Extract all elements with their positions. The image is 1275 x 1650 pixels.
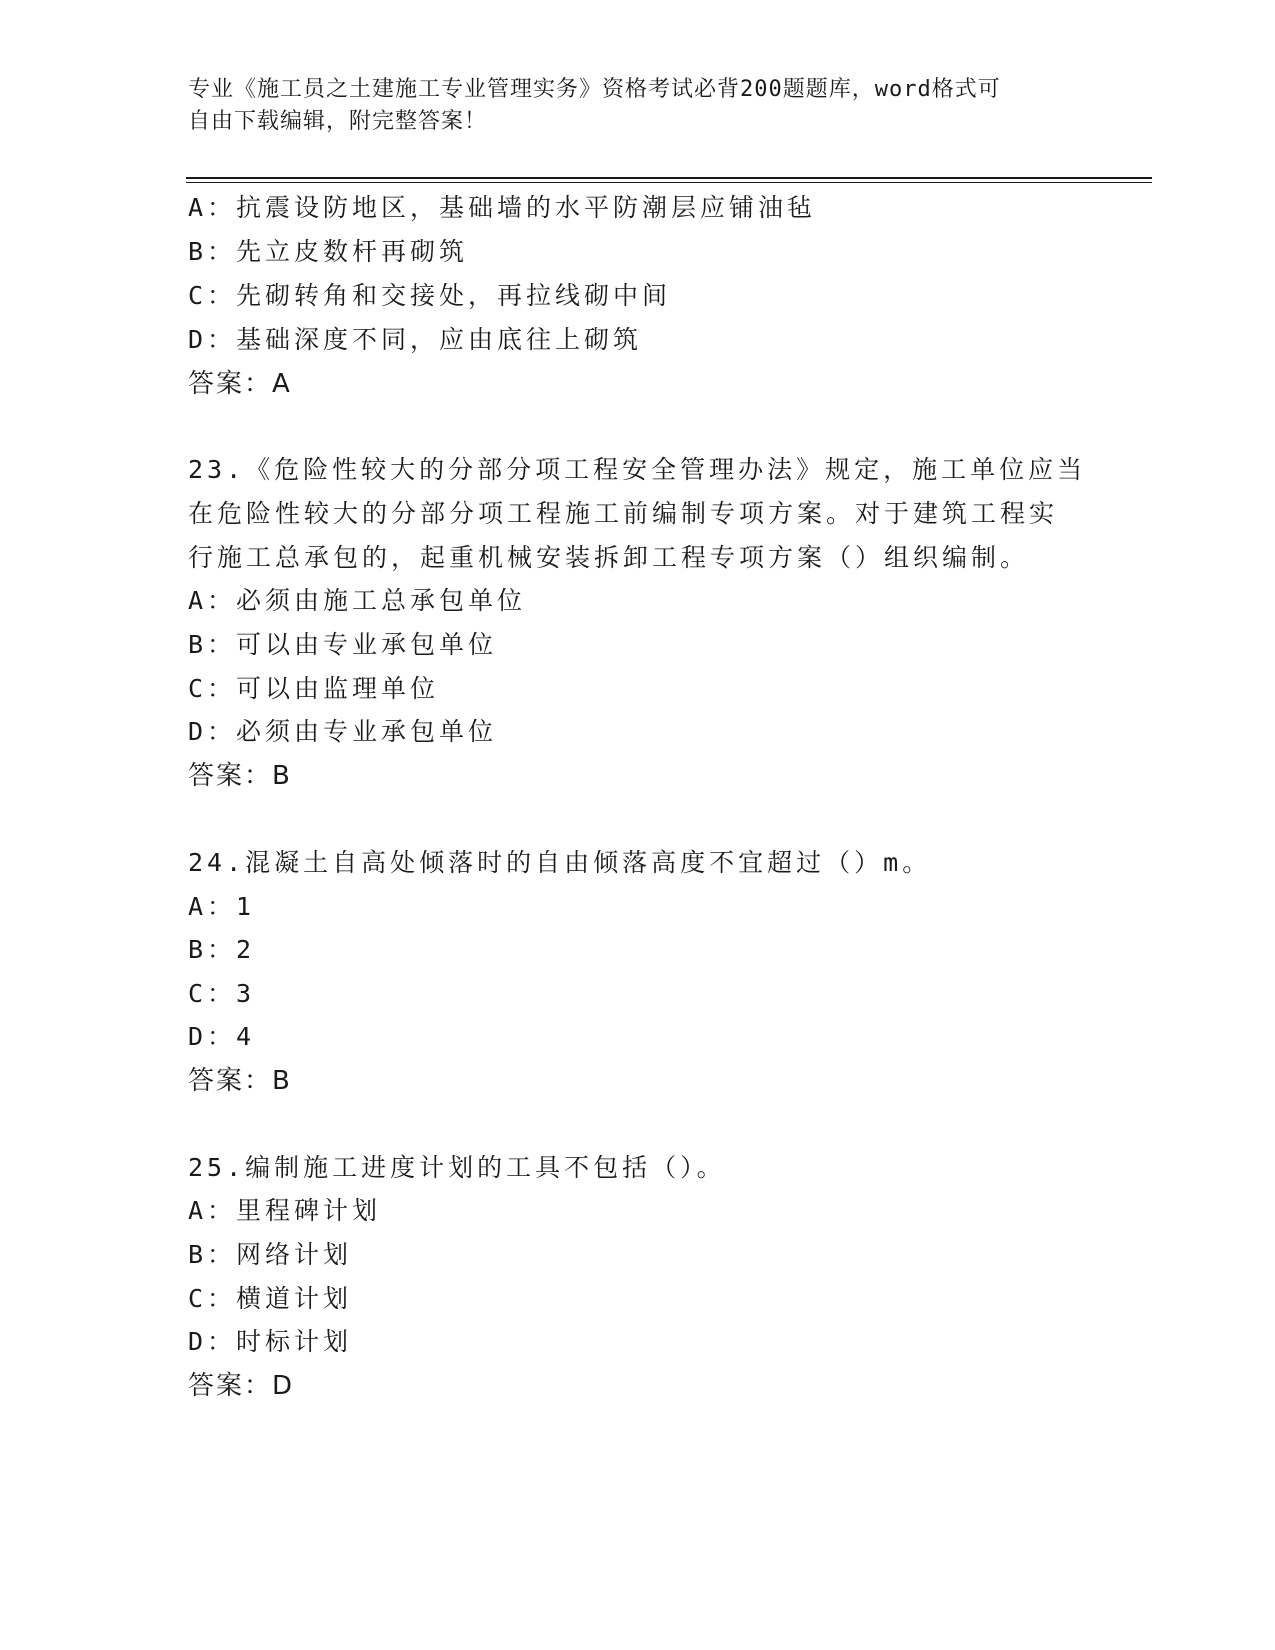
q23-stem-line-2: 在危险性较大的分部分项工程施工前编制专项方案。对于建筑工程实 (188, 499, 1059, 528)
q25-option-d: D：时标计划 (188, 1327, 353, 1356)
q23-option-a: A：必须由施工总承包单位 (188, 586, 527, 615)
q23-option-d: D：必须由专业承包单位 (188, 717, 498, 746)
q22-answer: 答案：A (188, 369, 292, 399)
header-rule-thin (186, 182, 1152, 183)
document-header (188, 74, 1088, 138)
q24-option-b: B：2 (188, 935, 256, 964)
q23-stem-line-1: 23.《危险性较大的分部分项工程安全管理办法》规定，施工单位应当 (188, 455, 1087, 484)
q22-option-c: C：先砌转角和交接处，再拉线砌中间 (188, 281, 672, 310)
q22-option-b: B：先立皮数杆再砌筑 (188, 237, 469, 266)
q24-answer: 答案：B (188, 1066, 292, 1096)
q25-option-b: B：网络计划 (188, 1240, 353, 1269)
q25-answer: 答案：D (188, 1371, 295, 1401)
q22-option-d: D：基础深度不同，应由底往上砌筑 (188, 325, 643, 354)
header-rule-thick (186, 177, 1152, 179)
q24-option-c: C：3 (188, 979, 256, 1008)
q23-answer: 答案：B (188, 761, 292, 791)
header-line-2: 自由下载编辑，附完整答案！ (188, 109, 488, 134)
q23-option-b: B：可以由专业承包单位 (188, 630, 498, 659)
q23-stem-line-3: 行施工总承包的，起重机械安装拆卸工程专项方案（）组织编制。 (188, 543, 1030, 572)
q24-stem: 24.混凝土自高处倾落时的自由倾落高度不宜超过（）m。 (188, 848, 932, 877)
header-line-1: 专业《施工员之土建施工专业管理实务》资格考试必背200题题库，word格式可 (188, 77, 1001, 102)
q24-option-d: D：4 (188, 1022, 256, 1051)
q23-option-c: C：可以由监理单位 (188, 674, 440, 703)
q25-stem: 25.编制施工进度计划的工具不包括（）。 (188, 1153, 726, 1182)
q24-option-a: A：1 (188, 892, 256, 921)
q25-option-c: C：横道计划 (188, 1284, 353, 1313)
q25-option-a: A：里程碑计划 (188, 1196, 382, 1225)
q22-option-a: A：抗震设防地区，基础墙的水平防潮层应铺油毡 (188, 193, 817, 222)
